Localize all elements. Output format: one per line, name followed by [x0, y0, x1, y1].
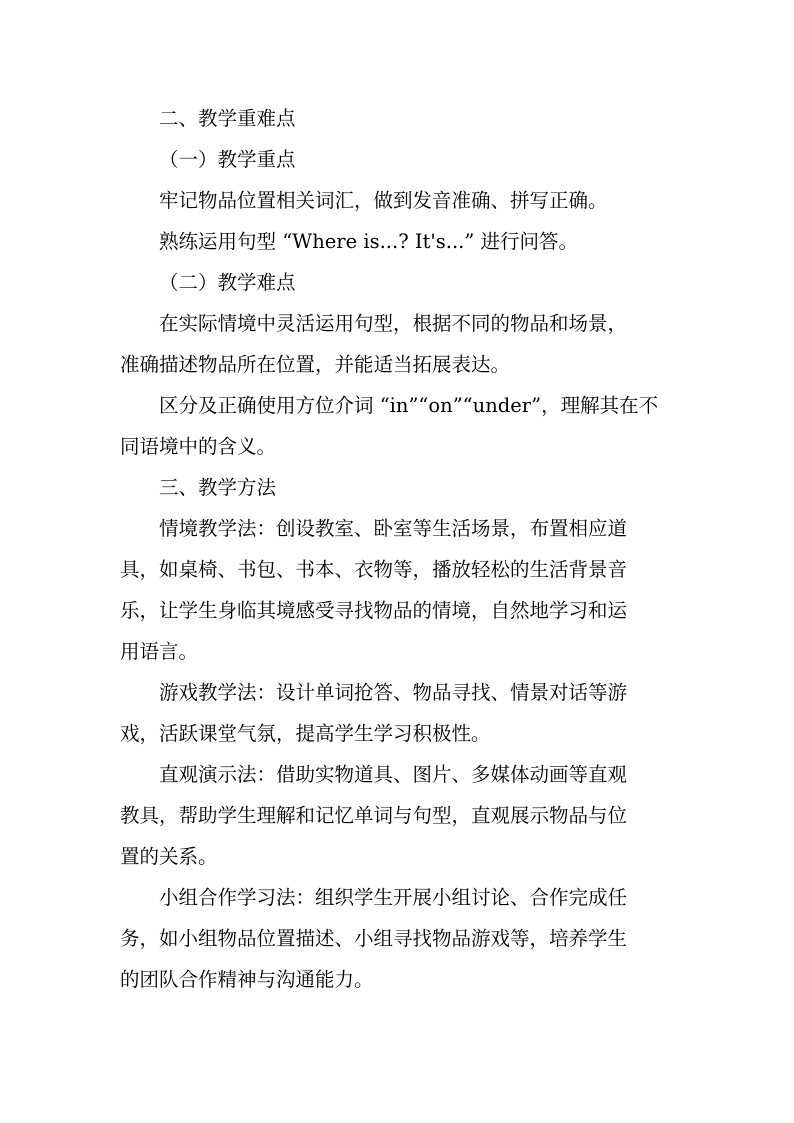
- text-line: 区分及正确使用方位介词 “in”“on”“under”，理解其在不: [159, 394, 659, 417]
- text-line: （二）教学难点: [159, 271, 296, 294]
- para-situational-method: [120, 508, 680, 672]
- text-line: 务，如小组物品位置描述、小组寻找物品游戏等，培养学生: [120, 927, 628, 950]
- heading-teaching-methods: [120, 467, 680, 508]
- text-line: 具，如桌椅、书包、书本、衣物等，播放轻松的生活背景音: [120, 558, 628, 581]
- text-line: 的团队合作精神与沟通能力。: [120, 968, 374, 991]
- text-line: 同语境中的含义。: [120, 435, 277, 458]
- text-line: 熟练运用句型 “Where is...? It's...” 进行问答。: [159, 230, 579, 253]
- text-line: 乐，让学生身临其境感受寻找物品的情境，自然地学习和运: [120, 599, 628, 622]
- para-prepositions: [120, 385, 680, 467]
- text-line: 直观演示法：借助实物道具、图片、多媒体动画等直观: [159, 763, 628, 786]
- subheading-key-points: [120, 139, 680, 180]
- subheading-difficult-points: [120, 262, 680, 303]
- text-line: 戏，活跃课堂气氛，提高学生学习积极性。: [120, 722, 491, 745]
- text-line: 准确描述物品所在位置，并能适当拓展表达。: [120, 353, 511, 376]
- text-line: 二、教学重难点: [159, 107, 296, 130]
- text-line: 情境教学法：创设教室、卧室等生活场景，布置相应道: [159, 517, 628, 540]
- text-line: 教具，帮助学生理解和记忆单词与句型，直观展示物品与位: [120, 804, 628, 827]
- text-line: （一）教学重点: [159, 148, 296, 171]
- text-line: 小组合作学习法：组织学生开展小组讨论、合作完成任: [159, 886, 628, 909]
- text-line: 游戏教学法：设计单词抢答、物品寻找、情景对话等游: [159, 681, 628, 704]
- text-line: 用语言。: [120, 640, 199, 663]
- heading-key-difficult-points: [120, 98, 680, 139]
- para-vocabulary: [120, 180, 680, 221]
- para-sentence-pattern: [120, 221, 680, 262]
- text-line: 牢记物品位置相关词汇，做到发音准确、拼写正确。: [159, 189, 608, 212]
- text-line: 置的关系。: [120, 845, 218, 868]
- para-flexible-use: [120, 303, 680, 385]
- para-game-method: [120, 672, 680, 754]
- para-group-method: [120, 877, 680, 1000]
- document-body: [120, 98, 680, 1000]
- text-line: 在实际情境中灵活运用句型，根据不同的物品和场景，: [159, 312, 628, 335]
- text-line: 三、教学方法: [159, 476, 277, 499]
- para-demonstration-method: [120, 754, 680, 877]
